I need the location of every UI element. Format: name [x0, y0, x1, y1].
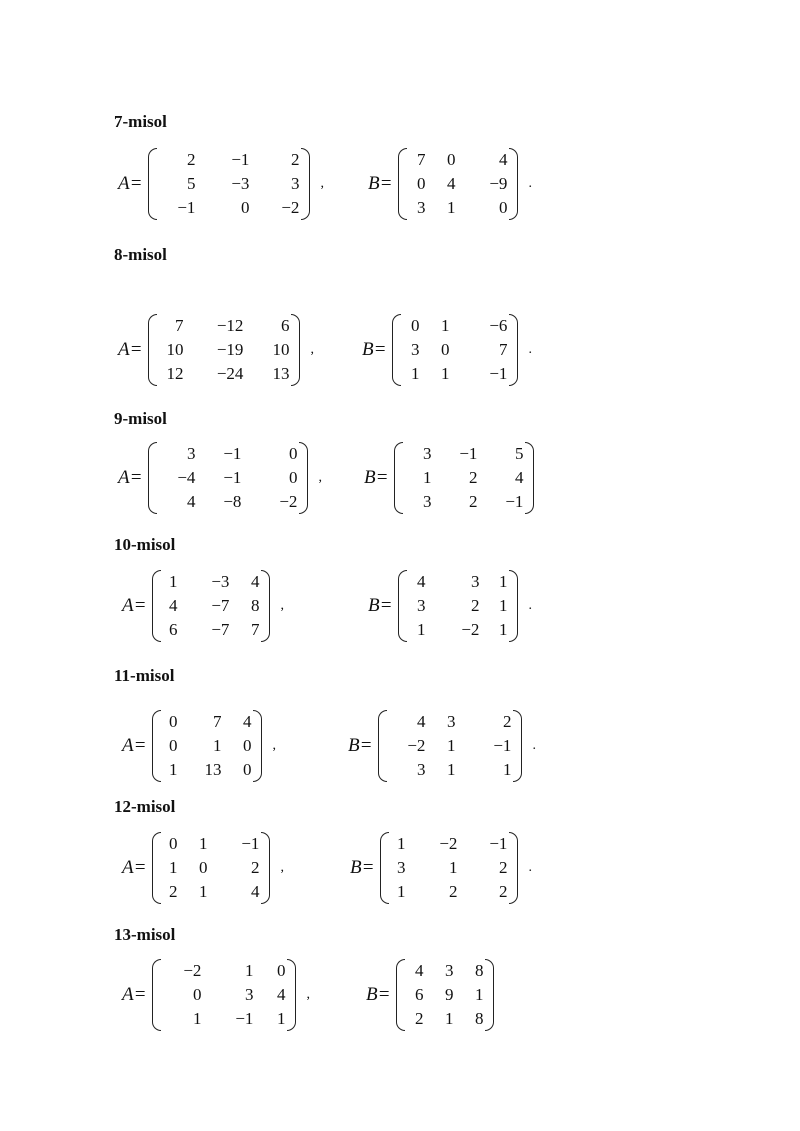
matrix-b: [392, 314, 518, 386]
matrix-cell: 1: [448, 858, 458, 877]
left-bracket: [152, 832, 161, 904]
matrix-cell: 2: [414, 1009, 424, 1028]
matrix-a-label: A=: [122, 595, 147, 616]
matrix-cell: −1: [235, 1009, 254, 1028]
matrix-cell: 3: [416, 596, 426, 615]
matrix-cell: −2: [281, 198, 300, 217]
matrix-cell: −7: [211, 620, 230, 639]
matrix-a: [152, 959, 296, 1031]
matrix-cell: −6: [489, 316, 508, 335]
example-heading: 8-misol: [114, 245, 167, 264]
matrix-a-equation: [122, 832, 284, 904]
matrix-cell: 1: [502, 760, 512, 779]
right-bracket: [261, 570, 270, 642]
matrix-cell: 9: [444, 985, 454, 1004]
matrix-cell: 0: [198, 858, 208, 877]
matrix-cell: 2: [168, 882, 178, 901]
matrix-cell: 1: [474, 985, 484, 1004]
matrix-cell: 0: [192, 985, 202, 1004]
matrix-cell: 0: [242, 736, 252, 755]
matrix-cell: 3: [410, 340, 420, 359]
matrix-cell: 4: [276, 985, 286, 1004]
matrix-a: [148, 148, 310, 220]
matrix-cell: 3: [186, 444, 196, 463]
punctuation: ,: [306, 987, 310, 1002]
left-bracket: [148, 442, 157, 514]
matrix-cell: −19: [216, 340, 244, 359]
matrix-cell: −1: [489, 834, 508, 853]
left-bracket: [148, 148, 157, 220]
matrix-cell: 0: [168, 834, 178, 853]
matrix-cell: 1: [244, 961, 254, 980]
matrix-cell: 3: [244, 985, 254, 1004]
matrix-a-label: A=: [122, 735, 147, 756]
matrix-cell: 4: [498, 150, 508, 169]
matrix-cell: −4: [177, 468, 196, 487]
matrix-cell: 4: [186, 492, 196, 511]
matrix-cell: 3: [422, 492, 432, 511]
matrix-b: [380, 832, 518, 904]
right-bracket: [509, 832, 518, 904]
matrix-cell: 0: [410, 316, 420, 335]
matrix-cell: 7: [174, 316, 184, 335]
matrix-cell: 7: [212, 712, 222, 731]
matrix-cell: 2: [502, 712, 512, 731]
matrix-cell: 0: [440, 340, 450, 359]
matrix-a-equation: [118, 148, 324, 220]
matrix-cell: 3: [446, 712, 456, 731]
matrix-cell: −1: [177, 198, 196, 217]
matrix-cell: 1: [446, 736, 456, 755]
matrix-cell: 0: [498, 198, 508, 217]
matrix-cell: 1: [444, 1009, 454, 1028]
left-bracket: [152, 959, 161, 1031]
punctuation: ,: [310, 342, 314, 357]
matrix-cell: 1: [168, 858, 178, 877]
matrix-b: [396, 959, 494, 1031]
left-bracket: [152, 710, 161, 782]
matrix-b: [394, 442, 534, 514]
matrix-cell: 1: [396, 882, 406, 901]
right-bracket: [485, 959, 494, 1031]
example-heading: 7-misol: [114, 112, 167, 131]
matrix-cell: −9: [489, 174, 508, 193]
matrix-cell: 10: [272, 340, 290, 359]
punctuation: .: [528, 598, 532, 613]
matrix-b-label: B=: [362, 339, 387, 360]
left-bracket: [394, 442, 403, 514]
matrix-b: [398, 148, 518, 220]
matrix-cell: 1: [198, 882, 208, 901]
matrix-cell: 1: [212, 736, 222, 755]
matrix-cell: 5: [186, 174, 196, 193]
matrix-cell: −2: [407, 736, 426, 755]
matrix-cell: 3: [290, 174, 300, 193]
matrix-b-label: B=: [350, 857, 375, 878]
matrix-cell: 0: [416, 174, 426, 193]
matrix-cell: 0: [288, 468, 298, 487]
example-heading: 12-misol: [114, 797, 176, 816]
matrix-cell: 4: [242, 712, 252, 731]
matrix-cell: 4: [416, 712, 426, 731]
matrix-cell: −1: [223, 468, 242, 487]
matrix-cell: 3: [396, 858, 406, 877]
matrix-a-label: A=: [118, 173, 143, 194]
left-bracket: [396, 959, 405, 1031]
matrix-cell: 2: [470, 596, 480, 615]
matrix-cell: 6: [168, 620, 178, 639]
matrix-a-equation: [122, 959, 310, 1031]
matrix-cell: −2: [183, 961, 202, 980]
matrix-cell: 7: [416, 150, 426, 169]
matrix-cell: 0: [168, 736, 178, 755]
matrix-cell: 13: [272, 364, 290, 383]
matrix-cell: 1: [446, 760, 456, 779]
matrix-cell: 1: [416, 620, 426, 639]
matrix-cell: 3: [444, 961, 454, 980]
matrix-cell: 2: [250, 858, 260, 877]
matrix-cell: −2: [439, 834, 458, 853]
punctuation: ,: [280, 598, 284, 613]
matrix-b-equation: [350, 832, 532, 904]
example-heading: 13-misol: [114, 925, 176, 944]
matrix-cell: 2: [448, 882, 458, 901]
matrix-cell: 4: [168, 596, 178, 615]
matrix-cell: 7: [498, 340, 508, 359]
matrix-a: [148, 314, 300, 386]
matrix-a: [152, 710, 262, 782]
right-bracket: [299, 442, 308, 514]
punctuation: .: [528, 176, 532, 191]
matrix-cell: 2: [468, 492, 478, 511]
matrix-cell: 0: [276, 961, 286, 980]
matrix-cell: 3: [416, 198, 426, 217]
punctuation: .: [532, 738, 536, 753]
matrix-a-label: A=: [122, 857, 147, 878]
matrix-cell: 6: [280, 316, 290, 335]
matrix-cell: −2: [461, 620, 480, 639]
matrix-cell: 1: [498, 572, 508, 591]
matrix-a-equation: [122, 570, 284, 642]
matrix-cell: 10: [166, 340, 184, 359]
right-bracket: [509, 570, 518, 642]
matrix-a-equation: [118, 314, 314, 386]
matrix-cell: 0: [288, 444, 298, 463]
matrix-cell: 3: [416, 760, 426, 779]
matrix-cell: 4: [446, 174, 456, 193]
matrix-cell: 8: [250, 596, 260, 615]
matrix-cell: 1: [168, 760, 178, 779]
matrix-cell: 13: [204, 760, 222, 779]
example-heading: 10-misol: [114, 535, 176, 554]
left-bracket: [398, 148, 407, 220]
matrix-a-label: A=: [118, 467, 143, 488]
matrix-cell: 4: [414, 961, 424, 980]
matrix-cell: 1: [422, 468, 432, 487]
matrix-a-equation: [122, 710, 276, 782]
left-bracket: [398, 570, 407, 642]
matrix-cell: 12: [166, 364, 184, 383]
matrix-cell: 8: [474, 961, 484, 980]
matrix-cell: −1: [231, 150, 250, 169]
punctuation: ,: [272, 738, 276, 753]
matrix-cell: 1: [198, 834, 208, 853]
punctuation: .: [528, 860, 532, 875]
matrix-a: [152, 832, 270, 904]
right-bracket: [513, 710, 522, 782]
matrix-cell: 8: [474, 1009, 484, 1028]
matrix-a-label: A=: [118, 339, 143, 360]
matrix-cell: 1: [498, 620, 508, 639]
matrix-b-equation: [368, 570, 532, 642]
matrix-cell: 4: [250, 882, 260, 901]
punctuation: ,: [280, 860, 284, 875]
matrix-b: [378, 710, 522, 782]
left-bracket: [392, 314, 401, 386]
matrix-cell: −1: [241, 834, 260, 853]
matrix-b-equation: [362, 314, 532, 386]
example-heading: 11-misol: [114, 666, 175, 685]
right-bracket: [253, 710, 262, 782]
matrix-a-label: A=: [122, 984, 147, 1005]
punctuation: ,: [318, 470, 322, 485]
matrix-cell: 0: [240, 198, 250, 217]
matrix-cell: 6: [414, 985, 424, 1004]
matrix-cell: −8: [223, 492, 242, 511]
matrix-b-label: B=: [368, 595, 393, 616]
matrix-cell: −1: [493, 736, 512, 755]
matrix-cell: −2: [279, 492, 298, 511]
right-bracket: [301, 148, 310, 220]
matrix-cell: 2: [468, 468, 478, 487]
punctuation: ,: [320, 176, 324, 191]
matrix-cell: 0: [446, 150, 456, 169]
matrix-cell: −24: [216, 364, 244, 383]
right-bracket: [261, 832, 270, 904]
right-bracket: [509, 314, 518, 386]
matrix-cell: −12: [216, 316, 244, 335]
matrix-b-label: B=: [364, 467, 389, 488]
matrix-cell: −3: [231, 174, 250, 193]
matrix-a-equation: [118, 442, 322, 514]
matrix-cell: −1: [489, 364, 508, 383]
matrix-cell: 5: [514, 444, 524, 463]
matrix-cell: 4: [416, 572, 426, 591]
matrix-cell: 1: [440, 316, 450, 335]
matrix-cell: −1: [223, 444, 242, 463]
matrix-cell: 1: [498, 596, 508, 615]
matrix-b-equation: [368, 148, 532, 220]
punctuation: .: [528, 342, 532, 357]
matrix-cell: 3: [422, 444, 432, 463]
matrix-b: [398, 570, 518, 642]
left-bracket: [380, 832, 389, 904]
matrix-b-label: B=: [348, 735, 373, 756]
matrix-cell: 2: [498, 882, 508, 901]
left-bracket: [148, 314, 157, 386]
matrix-cell: 4: [514, 468, 524, 487]
matrix-cell: 1: [168, 572, 178, 591]
matrix-b-equation: [348, 710, 536, 782]
matrix-cell: 1: [446, 198, 456, 217]
matrix-a: [148, 442, 308, 514]
matrix-cell: 1: [440, 364, 450, 383]
matrix-cell: −3: [211, 572, 230, 591]
matrix-cell: 0: [168, 712, 178, 731]
matrix-cell: −7: [211, 596, 230, 615]
matrix-cell: 1: [410, 364, 420, 383]
left-bracket: [378, 710, 387, 782]
right-bracket: [291, 314, 300, 386]
matrix-cell: 4: [250, 572, 260, 591]
matrix-b-equation: [366, 959, 504, 1031]
matrix-cell: 1: [396, 834, 406, 853]
left-bracket: [152, 570, 161, 642]
matrix-cell: 2: [290, 150, 300, 169]
matrix-cell: 1: [192, 1009, 202, 1028]
matrix-cell: 2: [186, 150, 196, 169]
matrix-a: [152, 570, 270, 642]
matrix-cell: 0: [242, 760, 252, 779]
matrix-b-label: B=: [368, 173, 393, 194]
right-bracket: [509, 148, 518, 220]
example-heading: 9-misol: [114, 409, 167, 428]
right-bracket: [287, 959, 296, 1031]
matrix-cell: 2: [498, 858, 508, 877]
matrix-b-label: B=: [366, 984, 391, 1005]
matrix-cell: −1: [505, 492, 524, 511]
matrix-cell: 7: [250, 620, 260, 639]
matrix-cell: 1: [276, 1009, 286, 1028]
right-bracket: [525, 442, 534, 514]
matrix-b-equation: [364, 442, 544, 514]
matrix-cell: 3: [470, 572, 480, 591]
matrix-cell: −1: [459, 444, 478, 463]
